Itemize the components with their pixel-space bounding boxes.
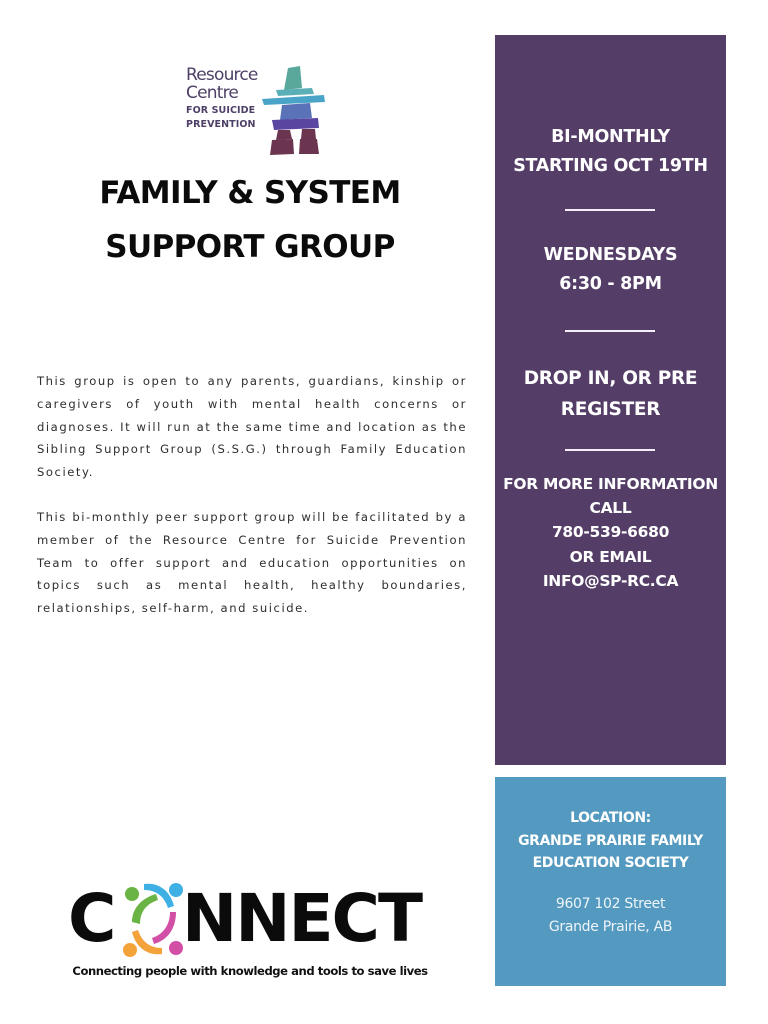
description-paragraph-2: This bi-monthly peer support group will be facilitated by a member of the Resource Centre for Suicide Prevention Team to offer support and education opportunities on topics such as mental health, healthy boundaries, relationships, self-harm, and suicide. (37, 510, 467, 616)
time-line1: WEDNESDAYS (543, 245, 678, 265)
contact-line1: FOR MORE INFORMATION (503, 475, 718, 493)
resource-centre-logo (186, 66, 331, 158)
page-title (40, 166, 460, 274)
contact-line2: CALL (589, 499, 632, 518)
logo-sub-line2: PREVENTION (186, 119, 256, 130)
people-circle-icon (118, 878, 188, 960)
logo-text (186, 66, 258, 130)
divider (565, 449, 655, 451)
info-panel (495, 35, 726, 765)
location-address (495, 893, 726, 938)
location-label: LOCATION: (570, 810, 651, 826)
divider (565, 209, 655, 211)
contact-phone[interactable]: 780-539-6680 (551, 523, 670, 542)
connect-logo (68, 878, 438, 988)
contact-line4: OR EMAIL (569, 547, 652, 566)
connect-letter-c: C (68, 880, 115, 957)
logo-sub-line1: FOR SUICIDE (186, 105, 256, 116)
title-line2: SUPPORT GROUP (105, 229, 395, 265)
logo-name-line2: Centre (186, 83, 239, 103)
description-paragraph-1: This group is open to any parents, guardians, kinship or caregivers of youth with mental health concerns or diagnoses. It will run at the same time and location as the Sibling Support Group (S.S.G.) through Family Education Society. (37, 374, 467, 480)
connect-letters: NNECT (182, 880, 422, 957)
registration-line2: REGISTER (560, 399, 661, 420)
location-panel (495, 777, 726, 986)
contact-block (495, 472, 726, 593)
location-venue (495, 807, 726, 875)
address-line2: Grande Prairie, AB (548, 918, 673, 935)
title-line1: FAMILY & SYSTEM (99, 175, 401, 211)
registration-block (495, 363, 726, 425)
registration-line1: DROP IN, OR PRE (523, 368, 698, 389)
connect-tagline: Connecting people with knowledge and tools to save lives (72, 964, 428, 978)
schedule-block (495, 123, 726, 181)
divider (565, 330, 655, 332)
address-line1: 9607 102 Street (555, 896, 666, 912)
venue-line2: EDUCATION SOCIETY (532, 855, 689, 871)
logo-name-line1: Resource (186, 65, 258, 85)
venue-line1: GRANDE PRAIRIE FAMILY (518, 832, 703, 849)
schedule-line2: STARTING OCT 19TH (513, 156, 708, 176)
time-line2: 6:30 - 8PM (559, 274, 662, 294)
schedule-line1: BI-MONTHLY (551, 127, 670, 147)
time-block (495, 241, 726, 299)
contact-email[interactable]: INFO@SP-RC.CA (542, 571, 679, 590)
inukshuk-icon (262, 66, 332, 158)
